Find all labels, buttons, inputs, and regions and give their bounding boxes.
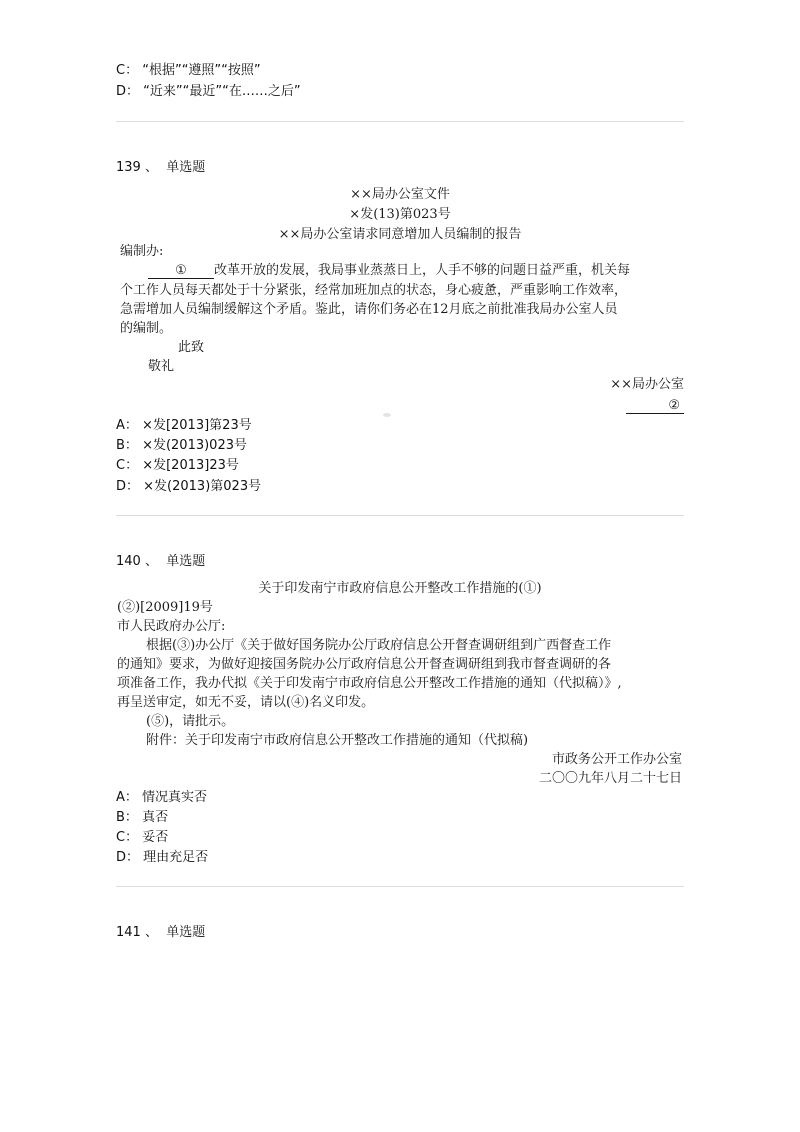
option-d[interactable]: D： “近来”“最近”“在……之后” — [116, 84, 301, 99]
option-c[interactable]: C： 妥否 — [116, 830, 169, 845]
divider — [116, 886, 684, 887]
divider — [116, 121, 684, 122]
doc-date: 二〇〇九年八月二十七日 — [538, 771, 682, 786]
option-d[interactable]: D： ×发(2013)第023号 — [116, 479, 262, 494]
doc-body-line: 个工作人员每天都处于十分紧张，经常加班加点的状态，身心疲惫，严重影响工作效率， — [120, 283, 628, 298]
doc-body-line: 项准备工作，我办代拟《关于印发南宁市政府信息公开整改工作措施的通知（代拟稿）》, — [117, 676, 622, 691]
option-c[interactable]: C： ×发[2013]23号 — [116, 458, 239, 473]
doc-sender: ××局办公室 — [610, 377, 684, 392]
doc-closing: 此致 — [178, 340, 205, 355]
divider — [116, 515, 684, 516]
question-header: 141 、 单选题 — [116, 925, 206, 940]
doc-body-line: 再呈送审定，如无不妥，请以(④)名义印发。 — [117, 695, 375, 710]
option-b[interactable]: B： 真否 — [116, 810, 169, 825]
option-c[interactable]: C： “根据”“遵照”“按照” — [116, 63, 261, 78]
doc-number: ×发(13)第023号 — [349, 207, 451, 222]
doc-sender: 市政务公开工作办公室 — [551, 752, 682, 767]
doc-addressee: 编制办: — [120, 244, 164, 259]
scan-speck — [383, 413, 391, 417]
question-header: 139 、 单选题 — [116, 160, 206, 175]
doc-title: ××局办公室请求同意增加人员编制的报告 — [278, 227, 522, 242]
doc-addressee: 市人民政府办公厅: — [117, 619, 226, 634]
doc-attachment: 附件：关于印发南宁市政府信息公开整改工作措施的通知（代拟稿) — [146, 733, 529, 748]
doc-body-line: 根据(③)办公厅《关于做好国务院办公厅政府信息公开督查调研组到广西督查工作 — [146, 638, 612, 653]
option-a[interactable]: A： 情况真实否 — [116, 790, 208, 805]
doc-closing: 敬礼 — [148, 359, 175, 374]
blank-1: ① — [148, 263, 214, 279]
doc-body-line: ① 改革开放的发展，我局事业蒸蒸日上，人手不够的问题日益严重，机关每 — [148, 260, 630, 281]
doc-body-line: 的通知》要求，为做好迎接国务院办公厅政府信息公开督查调研组到我市督查调研的各 — [117, 657, 612, 672]
option-d[interactable]: D： 理由充足否 — [116, 850, 209, 865]
question-header: 140 、 单选题 — [116, 554, 206, 569]
option-b[interactable]: B： ×发(2013)023号 — [116, 438, 247, 453]
doc-header: ××局办公室文件 — [350, 187, 450, 202]
doc-body-line: (⑤)，请批示。 — [146, 714, 235, 729]
blank-2: ② — [626, 395, 684, 416]
option-a[interactable]: A： ×发[2013]第23号 — [116, 418, 252, 433]
doc-title: 关于印发南宁市政府信息公开整改工作措施的(①) — [258, 581, 542, 596]
doc-body-line: 的编制。 — [120, 321, 173, 336]
doc-number: (②)[2009]19号 — [117, 600, 213, 615]
doc-body-line: 急需增加人员编制缓解这个矛盾。鉴此，请你们务必在12月底之前批准我局办公室人员 — [120, 302, 618, 317]
